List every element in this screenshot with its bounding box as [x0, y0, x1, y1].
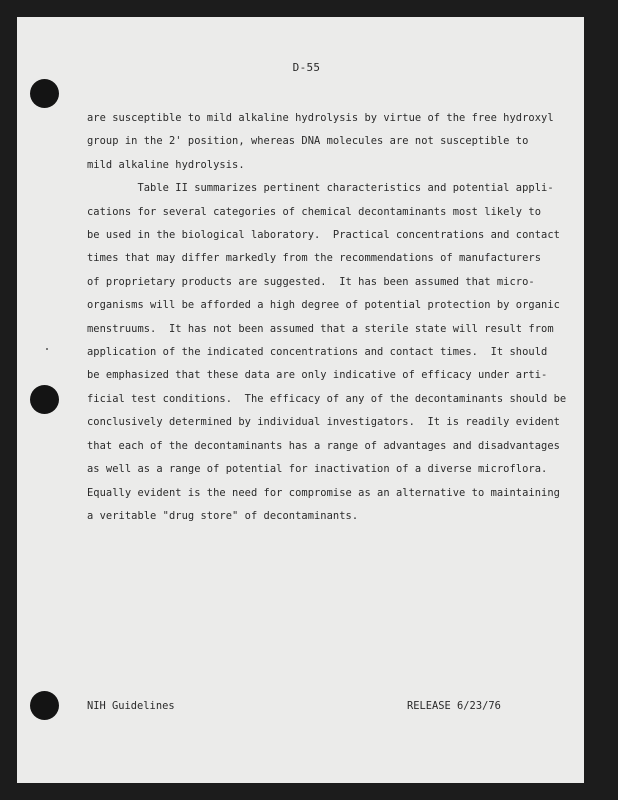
- text-line: group in the 2' position, whereas DNA molecules are not susceptible to: [87, 135, 529, 148]
- punch-hole-bottom: [30, 691, 59, 720]
- text-line: application of the indicated concentrations and contact times. It should: [87, 346, 548, 359]
- text-line: be used in the biological laboratory. Practical concentrations and contact: [87, 229, 560, 242]
- punch-hole-middle: [30, 385, 59, 414]
- footer-release-date: RELEASE 6/23/76: [407, 700, 501, 712]
- text-line: mild alkaline hydrolysis.: [87, 158, 245, 171]
- body-text: [87, 107, 567, 528]
- footer-title: NIH Guidelines: [87, 700, 175, 712]
- punch-hole-top: [30, 79, 59, 108]
- text-line: as well as a range of potential for inactivation of a diverse microflora.: [87, 463, 548, 476]
- text-line: Equally evident is the need for compromise as an alternative to maintaining: [87, 486, 560, 499]
- page-number: D-55: [292, 61, 321, 74]
- text-line: times that may differ markedly from the recommendations of manufacturers: [87, 252, 542, 265]
- text-line: Table II summarizes pertinent characteristics and potential appli-: [87, 182, 554, 195]
- text-line: be emphasized that these data are only indicative of efficacy under arti-: [87, 369, 548, 382]
- text-line: conclusively determined by individual investigators. It is readily evident: [87, 416, 560, 429]
- paper-speck: [46, 348, 48, 350]
- text-line: cations for several categories of chemical decontaminants most likely to: [87, 205, 542, 218]
- text-line: of proprietary products are suggested. It has been assumed that micro-: [87, 275, 535, 288]
- text-line: that each of the decontaminants has a range of advantages and disadvantages: [87, 439, 560, 452]
- text-line: menstruums. It has not been assumed that a sterile state will result from: [87, 322, 554, 335]
- document-page: [17, 17, 584, 783]
- text-line: are susceptible to mild alkaline hydrolysis by virtue of the free hydroxyl: [87, 112, 554, 124]
- text-line: ficial test conditions. The efficacy of any of the decontaminants should be: [87, 392, 567, 405]
- text-line: organisms will be afforded a high degree of potential protection by organic: [87, 299, 560, 312]
- text-line: a veritable "drug store" of decontaminants.: [87, 509, 359, 522]
